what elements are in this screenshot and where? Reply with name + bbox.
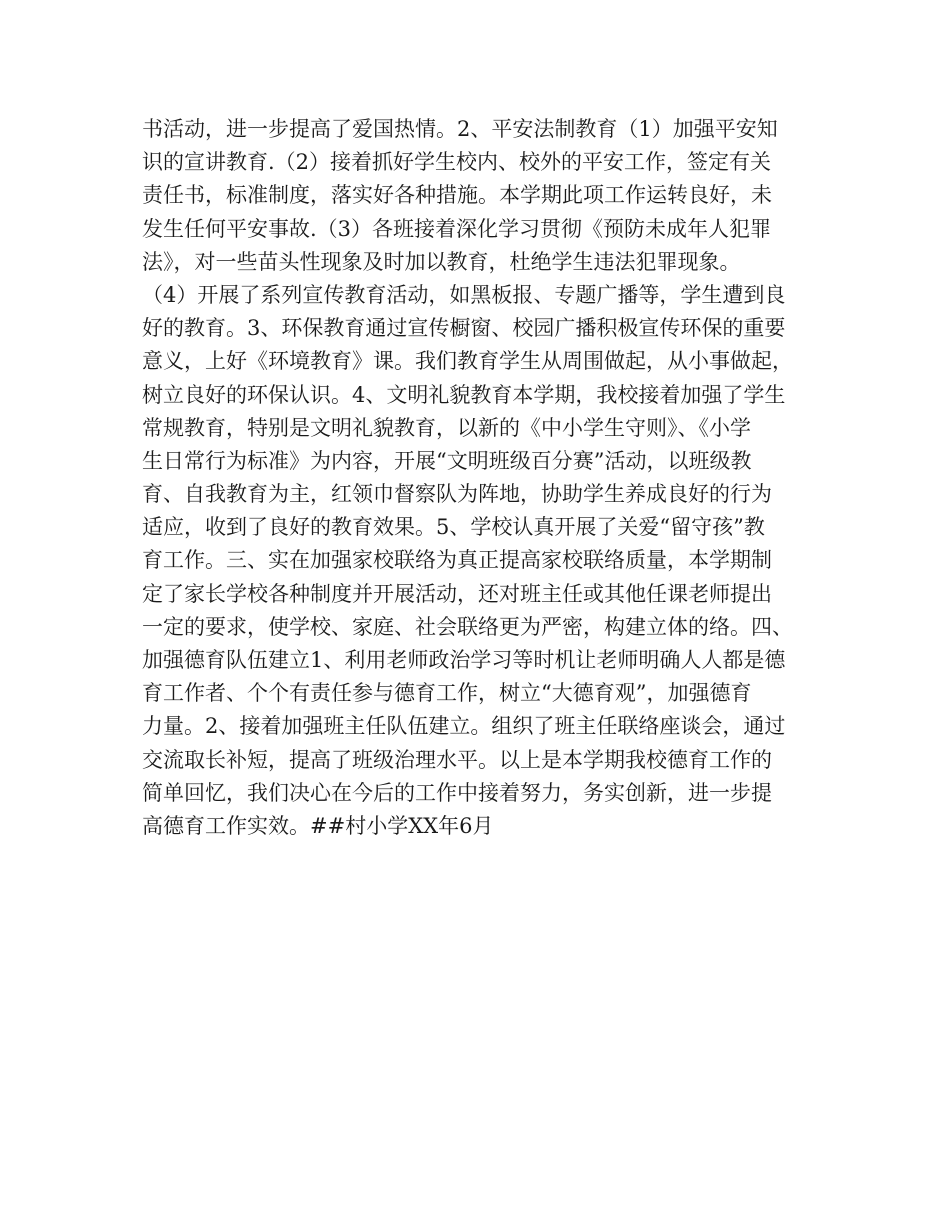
text-line: 交流取长补短，提高了班级治理水平。以上是本学期我校德育工作的 bbox=[142, 747, 772, 772]
text-line: 责任书，标准制度，落实好各种措施。本学期此项工作运转良好，未 bbox=[142, 183, 772, 208]
text-line: 好的教育。3、环保教育通过宣传橱窗、校园广播积极宣传环保的重要 bbox=[142, 316, 786, 341]
text-line: 常规教育，特别是文明礼貌教育，以新的《中小学生守则》、《小学 bbox=[142, 415, 751, 440]
text-line: 意义，上好《环境教育》课。我们教育学生从周围做起，从小事做起， bbox=[142, 349, 793, 374]
text-line: 育、自我教育为主，红领巾督察队为阵地，协助学生养成良好的行为 bbox=[142, 482, 772, 507]
text-line: 力量。2、接着加强班主任队伍建立。组织了班主任联络座谈会，通过 bbox=[142, 714, 786, 739]
body-text bbox=[142, 113, 822, 843]
text-line: 生日常行为标准》为内容，开展“文明班级百分赛”活动，以班级教 bbox=[142, 448, 752, 473]
text-line: 书活动，进一步提高了爱国热情。2、平安法制教育（1）加强平安知 bbox=[142, 117, 778, 141]
text-line: 识的宣讲教育.（2）接着抓好学生校内、校外的平安工作，签定有关 bbox=[142, 150, 772, 175]
text-line: （4）开展了系列宣传教育活动，如黑板报、专题广播等，学生遭到良 bbox=[142, 282, 786, 307]
text-line: 法》，对一些苗头性现象及时加以教育，杜绝学生违法犯罪现象。 bbox=[142, 249, 741, 274]
text-line: 定了家长学校各种制度并开展活动，还对班主任或其他任课老师提出 bbox=[142, 581, 772, 606]
text-line: 高德育工作实效。##村小学XX年6月 bbox=[142, 813, 494, 838]
text-line: 树立良好的环保认识。4、文明礼貌教育本学期，我校接着加强了学生 bbox=[142, 382, 786, 407]
text-line: 育工作者、个个有责任参与德育工作，树立“大德育观”，加强德育 bbox=[142, 681, 752, 706]
text-line: 加强德育队伍建立1、利用老师政治学习等时机让老师明确人人都是德 bbox=[142, 648, 786, 672]
text-line: 育工作。三、实在加强家校联络为真正提高家校联络质量，本学期制 bbox=[142, 548, 772, 573]
text-line: 简单回忆，我们决心在今后的工作中接着努力，务实创新，进一步提 bbox=[142, 780, 772, 805]
text-line: 适应，收到了良好的教育效果。5、学校认真开展了关爱“留守孩”教 bbox=[142, 515, 765, 540]
text-line: 发生任何平安事故.（3）各班接着深化学习贯彻《预防未成年人犯罪 bbox=[142, 216, 772, 241]
text-line: 一定的要求，使学校、家庭、社会联络更为严密，构建立体的络。四、 bbox=[142, 614, 793, 639]
